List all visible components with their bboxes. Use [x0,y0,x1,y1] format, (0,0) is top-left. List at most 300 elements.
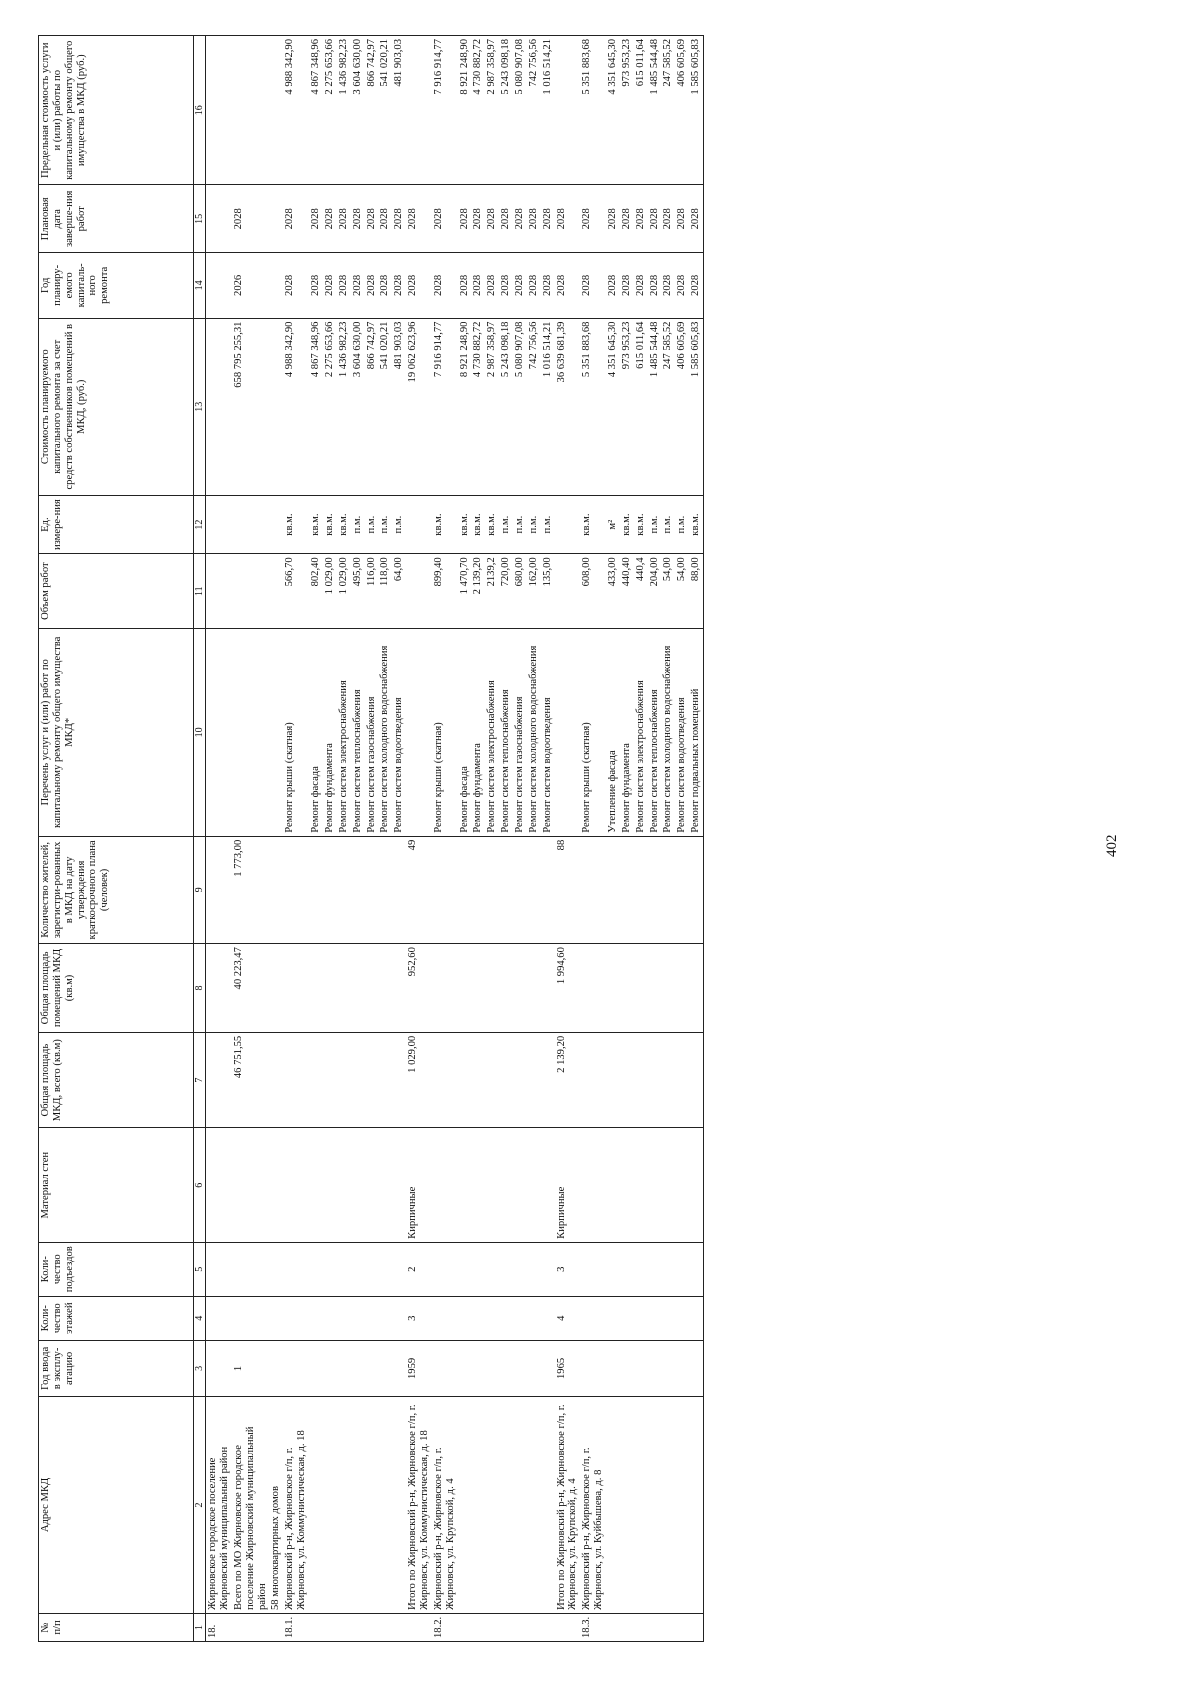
limit-cost-cell: 481 903,03 [392,36,406,185]
empty-cell [580,1296,606,1340]
empty-cell [620,1296,634,1340]
volume-cell: 1 029,00 [337,554,351,629]
empty-cell [378,1128,392,1242]
empty-cell [206,944,232,1033]
empty-cell [675,1340,689,1396]
empty-cell [269,836,283,943]
empty-cell [689,1242,703,1296]
empty-cell [580,1032,606,1128]
work-name-cell: Ремонт фасада [309,628,323,836]
empty-cell [269,1128,283,1242]
end-date-cell: 2028 [541,185,555,253]
empty-cell [620,1396,634,1613]
empty-cell [527,1032,541,1128]
empty-cell [351,1242,365,1296]
end-date-cell: 2028 [309,185,323,253]
row-number: 18. [206,1614,232,1642]
empty-cell [378,944,392,1033]
limit-cost-cell: 5 080 907,08 [513,36,527,185]
empty-cell [323,1242,337,1296]
empty-cell [337,836,351,943]
work-row [499,36,513,1642]
work-row [365,36,379,1642]
volume-cell: 118,00 [378,554,392,629]
volume-cell: 1 470,70 [458,554,472,629]
cost-cell: 1 436 982,23 [337,318,351,495]
work-name-cell: Ремонт фундамента [620,628,634,836]
empty-cell [606,1128,620,1242]
limit-cost-cell: 615 011,64 [634,36,648,185]
empty-cell [269,944,283,1033]
empty-cell [513,836,527,943]
empty-cell [283,1296,309,1340]
empty-cell [232,1614,270,1642]
work-name-cell: Ремонт систем теплоснабжения [351,628,365,836]
empty-cell [432,1032,458,1128]
empty-cell [661,1128,675,1242]
empty-cell [432,1296,458,1340]
empty-cell [283,1340,309,1396]
unit-cell: п.м. [513,495,527,553]
plan-year-cell: 2028 [634,253,648,318]
empty-cell [392,1296,406,1340]
work-row [458,36,472,1642]
empty-cell [675,1128,689,1242]
plan-year-cell: 2026 [232,253,270,318]
empty-cell [513,944,527,1033]
plan-year-cell: 2028 [283,253,309,318]
empty-cell [555,36,581,185]
work-row [541,36,555,1642]
empty-cell [283,944,309,1033]
empty-cell [606,836,620,943]
volume-cell: 720,00 [499,554,513,629]
plan-year-cell: 2028 [620,253,634,318]
empty-cell [206,253,232,318]
empty-cell [323,1032,337,1128]
empty-cell [541,1396,555,1613]
empty-cell [323,1340,337,1396]
column-header: Материал стен [39,1128,194,1242]
empty-cell [606,1396,620,1613]
empty-cell [499,1032,513,1128]
plan-year-cell: 2028 [351,253,365,318]
empty-cell [392,1614,406,1642]
empty-cell [499,1296,513,1340]
empty-cell [606,1242,620,1296]
end-date-cell: 2028 [471,185,485,253]
volume-cell: 802,40 [309,554,323,629]
unit-cell: п.м. [527,495,541,553]
empty-cell [513,1396,527,1613]
empty-cell [378,1296,392,1340]
column-number: 3 [194,1340,206,1396]
floors-cell: 3 [406,1296,432,1340]
empty-cell [206,554,232,629]
empty-cell [269,1614,283,1642]
building-total-row [555,36,581,1642]
empty-cell [337,1296,351,1340]
unit-cell: п.м. [378,495,392,553]
column-header: Общая площадь помещений МКД (кв.м) [39,944,194,1033]
empty-cell [309,1128,323,1242]
unit-cell: кв.м. [323,495,337,553]
work-row [283,36,309,1642]
unit-cell: кв.м. [337,495,351,553]
empty-cell [458,836,472,943]
column-header: Год ввода в эксплу-атацию [39,1340,194,1396]
work-row [513,36,527,1642]
empty-cell [323,1396,337,1613]
unit-cell: п.м. [365,495,379,553]
work-name-cell: Ремонт систем водоотведения [392,628,406,836]
empty-cell [309,1296,323,1340]
total-area-cell: 46 751,55 [232,1032,270,1128]
empty-cell [580,836,606,943]
end-date-cell: 2028 [283,185,309,253]
empty-cell [365,1032,379,1128]
empty-cell [648,944,662,1033]
commission-year-cell: 1965 [555,1340,581,1396]
empty-cell [323,944,337,1033]
column-header: Стоимость планируемого капитального ремонта за счет средств собственников помещений в МКД, (руб.) [39,318,194,495]
empty-cell [337,1396,351,1613]
empty-cell [648,836,662,943]
empty-cell [606,1296,620,1340]
unit-cell: кв.м. [471,495,485,553]
work-row [580,36,606,1642]
empty-cell [634,1296,648,1340]
plan-year-cell: 2028 [606,253,620,318]
empty-cell [620,1242,634,1296]
work-name-cell: Ремонт систем электроснабжения [337,628,351,836]
volume-cell: 899,40 [432,554,458,629]
cost-cell: 4 730 882,72 [471,318,485,495]
empty-cell [323,836,337,943]
empty-cell [206,1242,232,1296]
empty-cell [527,1296,541,1340]
empty-cell [206,185,232,253]
empty-cell [541,1128,555,1242]
empty-cell [309,1396,323,1613]
rooms-area-cell: 40 223,47 [232,944,270,1033]
total-label-cell: Итого по Жирновский р-н, Жирновское г/п, г. Жирновск, ул. Коммунистическая, д. 18 [406,1396,432,1613]
empty-cell [513,1614,527,1642]
end-date-cell: 2028 [392,185,406,253]
column-header: Коли-чество подъездов [39,1242,194,1296]
empty-cell [634,1614,648,1642]
empty-cell [527,1242,541,1296]
unit-cell: п.м. [392,495,406,553]
empty-cell [485,1242,499,1296]
empty-cell [555,1614,581,1642]
plan-year-cell: 2028 [337,253,351,318]
empty-cell [675,944,689,1033]
empty-cell [499,1396,513,1613]
empty-cell [527,1396,541,1613]
limit-cost-cell: 4 988 342,90 [283,36,309,185]
empty-cell [392,1032,406,1128]
plan-year-cell: 2028 [513,253,527,318]
plan-year-cell: 2028 [378,253,392,318]
empty-cell [351,1032,365,1128]
volume-cell: 608,00 [580,554,606,629]
empty-cell [309,1614,323,1642]
column-number: 15 [194,185,206,253]
empty-cell [689,836,703,943]
end-date-cell: 2028 [406,185,432,253]
column-header: Плановая дата заверше-ния работ [39,185,194,253]
empty-cell [527,944,541,1033]
empty-cell [485,836,499,943]
empty-cell [269,1340,283,1396]
end-date-cell: 2028 [351,185,365,253]
plan-year-cell: 2028 [541,253,555,318]
column-header: Ед. измере-ния [39,495,194,553]
end-date-cell: 2028 [675,185,689,253]
empty-cell [269,36,283,185]
empty-cell [206,1340,232,1396]
work-row [309,36,323,1642]
unit-cell: кв.м. [485,495,499,553]
work-row [527,36,541,1642]
empty-cell [648,1032,662,1128]
work-name-cell: Ремонт систем водоотведения [541,628,555,836]
empty-cell [513,1296,527,1340]
empty-cell [323,1296,337,1340]
empty-cell [365,1296,379,1340]
limit-cost-cell: 742 756,56 [527,36,541,185]
empty-cell [648,1128,662,1242]
empty-cell [458,1128,472,1242]
unit-cell: кв.м. [309,495,323,553]
empty-cell [606,1032,620,1128]
empty-cell [432,836,458,943]
empty-cell [365,836,379,943]
empty-cell [337,1340,351,1396]
empty-cell [458,944,472,1033]
empty-cell [309,1242,323,1296]
total-area-cell: 2 139,20 [555,1032,581,1128]
column-number: 9 [194,836,206,943]
plan-year-cell: 2028 [499,253,513,318]
address-cell: Жирновский р-н, Жирновское г/п, г. Жирновск, ул. Крупской, д. 4 [432,1396,458,1613]
end-date-cell: 2028 [689,185,703,253]
unit-cell: кв.м. [620,495,634,553]
cost-cell: 742 756,56 [527,318,541,495]
empty-cell [634,1340,648,1396]
limit-cost-cell: 247 585,52 [661,36,675,185]
plan-year-cell: 2028 [323,253,337,318]
work-name-cell: Ремонт крыши (скатная) [283,628,309,836]
empty-cell [648,1242,662,1296]
limit-cost-cell: 5 351 883,68 [580,36,606,185]
unit-cell: кв.м. [458,495,472,553]
cost-cell: 8 921 248,90 [458,318,472,495]
empty-cell [458,1242,472,1296]
cost-cell: 973 953,23 [620,318,634,495]
empty-cell [485,1614,499,1642]
empty-cell [337,944,351,1033]
empty-cell [634,1128,648,1242]
empty-cell [269,1032,283,1128]
end-date-cell: 2028 [378,185,392,253]
empty-cell [499,836,513,943]
volume-cell: 680,00 [513,554,527,629]
empty-cell [541,1614,555,1642]
unit-cell: кв.м. [580,495,606,553]
row-number: 18.2. [432,1614,458,1642]
empty-cell [634,1396,648,1613]
end-date-cell: 2028 [527,185,541,253]
empty-cell [541,944,555,1033]
limit-cost-cell: 2 987 358,97 [485,36,499,185]
empty-cell [392,1340,406,1396]
empty-cell [485,1032,499,1128]
limit-cost-cell: 1 436 982,23 [337,36,351,185]
end-date-cell: 2028 [580,185,606,253]
work-name-cell: Ремонт фундамента [471,628,485,836]
summary-row [269,36,283,1642]
empty-cell [471,1032,485,1128]
rooms-area-cell: 1 994,60 [555,944,581,1033]
column-header: № п/п [39,1614,194,1642]
plan-year-cell: 2028 [661,253,675,318]
empty-cell [269,1296,283,1340]
empty-cell [206,1296,232,1340]
empty-cell [513,1340,527,1396]
unit-cell: п.м. [661,495,675,553]
unit-cell: п.м. [351,495,365,553]
work-name-cell: Утепление фасада [606,628,620,836]
empty-cell [323,1128,337,1242]
empty-cell [206,836,232,943]
cost-cell: 2 275 653,66 [323,318,337,495]
empty-cell [661,836,675,943]
work-name-cell: Ремонт крыши (скатная) [580,628,606,836]
empty-cell [378,836,392,943]
limit-cost-cell: 7 916 914,77 [432,36,458,185]
work-name-cell: Ремонт фундамента [323,628,337,836]
empty-cell [269,253,283,318]
empty-cell [458,1296,472,1340]
empty-cell [527,1340,541,1396]
empty-cell [269,495,283,553]
column-number: 1 [194,1614,206,1642]
cost-cell: 5 351 883,68 [580,318,606,495]
empty-cell [661,1340,675,1396]
work-name-cell: Ремонт систем теплоснабжения [648,628,662,836]
empty-cell [620,1032,634,1128]
empty-cell [206,628,232,836]
column-number: 11 [194,554,206,629]
column-header: Адрес МКД [39,1396,194,1613]
plan-year-cell: 2028 [689,253,703,318]
unit-cell: кв.м. [634,495,648,553]
empty-cell [634,1032,648,1128]
empty-cell [471,836,485,943]
volume-cell: 440,40 [620,554,634,629]
summary-row [206,36,232,1642]
capital-repair-table [38,35,704,1642]
work-row [648,36,662,1642]
plan-year-cell: 2028 [471,253,485,318]
empty-cell [513,1128,527,1242]
empty-cell [406,36,432,185]
plan-year-cell: 2028 [432,253,458,318]
column-number: 13 [194,318,206,495]
address-cell: Жирновское городское поселение Жирновский муниципальный район [206,1396,232,1613]
empty-cell [206,495,232,553]
work-row [323,36,337,1642]
address-cell: Жирновский р-н, Жирновское г/п, г. Жирновск, ул. Коммунистическая, д. 18 [283,1396,309,1613]
cost-cell: 541 020,21 [378,318,392,495]
column-number: 16 [194,36,206,185]
empty-cell [232,1296,270,1340]
work-row [378,36,392,1642]
empty-cell [661,1396,675,1613]
empty-cell [283,1242,309,1296]
work-row [432,36,458,1642]
end-date-cell: 2028 [661,185,675,253]
limit-cost-cell: 406 605,69 [675,36,689,185]
empty-cell [661,1032,675,1128]
volume-cell: 2 139,20 [471,554,485,629]
limit-cost-cell: 1 485 544,48 [648,36,662,185]
empty-cell [365,1614,379,1642]
empty-cell [337,1128,351,1242]
cost-cell: 19 062 623,96 [406,318,432,495]
plan-year-cell: 2028 [406,253,432,318]
empty-cell [485,1396,499,1613]
work-row [606,36,620,1642]
empty-cell [541,1032,555,1128]
empty-cell [620,1128,634,1242]
empty-cell [309,1340,323,1396]
empty-cell [458,1396,472,1613]
end-date-cell: 2028 [232,185,270,253]
cost-cell: 7 916 914,77 [432,318,458,495]
cost-cell: 36 639 681,39 [555,318,581,495]
empty-cell [351,836,365,943]
empty-cell [580,1242,606,1296]
empty-cell [606,1614,620,1642]
empty-cell [432,944,458,1033]
empty-cell [634,836,648,943]
empty-cell [513,1242,527,1296]
empty-cell [432,1340,458,1396]
work-name-cell: Ремонт систем холодного водоснабжения [527,628,541,836]
empty-cell [351,1128,365,1242]
limit-cost-cell: 1 016 514,21 [541,36,555,185]
end-date-cell: 2028 [606,185,620,253]
empty-cell [620,1614,634,1642]
cost-cell: 658 795 255,31 [232,318,270,495]
volume-cell: 116,00 [365,554,379,629]
volume-cell: 162,00 [527,554,541,629]
empty-cell [337,1242,351,1296]
empty-cell [283,836,309,943]
address-cell: Всего по МО Жирновское городское поселение Жирновский муниципальный район [232,1396,270,1613]
work-name-cell: Ремонт систем электроснабжения [485,628,499,836]
work-row [392,36,406,1642]
empty-cell [309,944,323,1033]
empty-cell [378,1340,392,1396]
empty-cell [365,1340,379,1396]
column-number: 4 [194,1296,206,1340]
volume-cell: 64,00 [392,554,406,629]
empty-cell [527,836,541,943]
